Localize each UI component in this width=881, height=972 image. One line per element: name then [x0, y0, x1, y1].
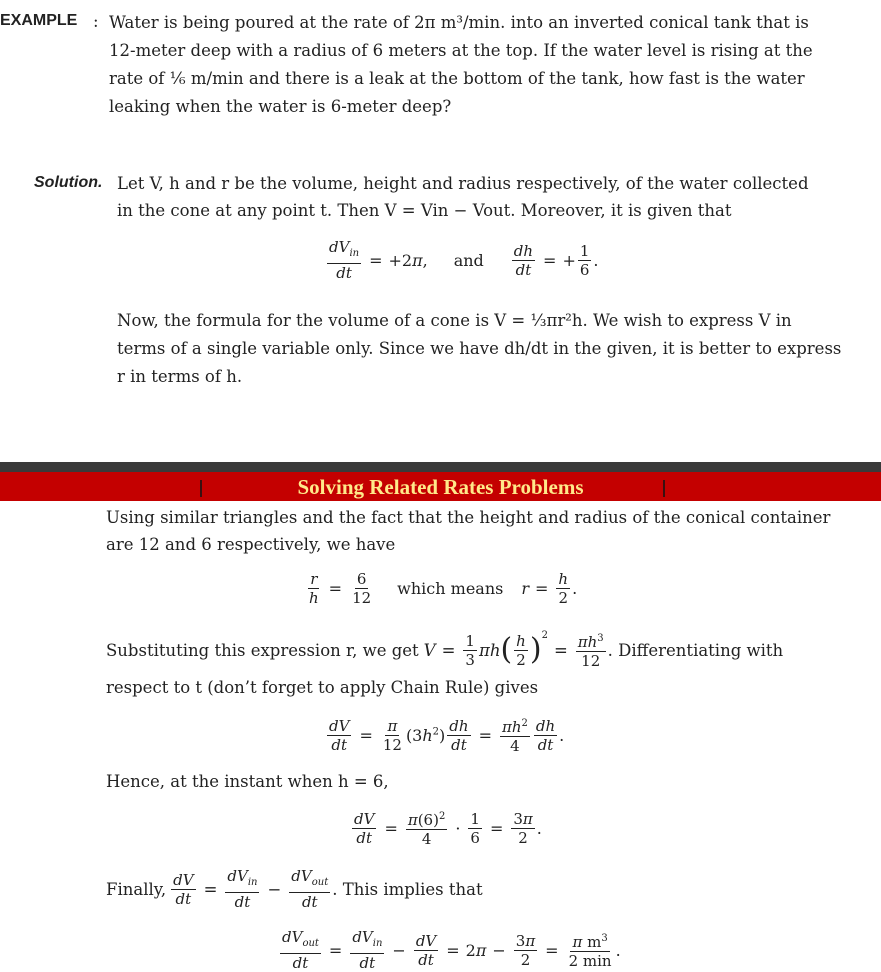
solution-text-line-2: in the cone at any point t. Then V = Vin − Vout. Moreover, it is given that — [117, 201, 732, 220]
subst-prefix-text: Substituting this expression r, we get — [106, 640, 419, 660]
evaluated-rate-equation: $\frac{dV}{dt}$ = $\frac{\pi(6)^2}{4}$ · $\frac{1}{6}$ = $\frac{3\pi}{2}$ . — [354, 809, 542, 848]
finally-line: Finally, $\frac{dV}{dt}$ = $\frac{dV_{in}}{dt}$ − $\frac{dV_{out}}{dt}$ . This implies that — [106, 867, 483, 911]
implies-text: . This implies that — [332, 879, 483, 899]
chain-rule-line: respect to t (don’t forget to apply Chain Rule) gives — [106, 678, 539, 697]
cone-text-line-1: Now, the formula for the volume of a cone is V = ⅓πr²h. We wish to express V in — [117, 311, 792, 330]
derivative-equation: $\frac{dV}{dt}$ = $\frac{\pi}{12}$ $(3h^2)$ $\frac{dh}{dt}$ = $\frac{\pi h^2}{4}$ $\frac{dh}{dt}$ . — [329, 716, 565, 755]
subst-suffix-text: . Differentiating with — [607, 640, 784, 660]
cone-text-line-3: r in terms of h. — [117, 367, 243, 386]
example-colon: : — [93, 12, 99, 31]
hence-line: Hence, at the instant when h = 6, — [106, 772, 389, 791]
similar-triangles-line-2: are 12 and 6 respectively, we have — [106, 535, 396, 554]
substitution-line: Substituting this expression r, we get V = $\frac{1}{3}$ πh ( $\frac{h}{2}$ ) $^2$ = $\frac{\pi h^3}{12}$ . Differentiating with — [106, 630, 784, 670]
final-answer-equation: $\frac{dV_{out}}{dt}$ = $\frac{dV_{in}}{dt}$ − $\frac{dV}{dt}$ = 2π − $\frac{3\pi}{2}$ = $\frac{\pi m^3}{2 \min}$ . — [282, 928, 621, 972]
example-label: EXAMPLE — [0, 12, 78, 29]
given-rates-equation: $\frac{dV_{in}}{dt}$ = +2π, and $\frac{dh}{dt}$ = + $\frac{1}{6}$ . — [329, 238, 599, 282]
similar-triangles-equation: $\frac{r}{h}$ = $\frac{6}{12}$ which means r = $\frac{h}{2}$ . — [309, 570, 578, 607]
solution-text-line-1: Let V, h and r be the volume, height and radius respectively, of the water collected — [117, 174, 809, 193]
which-means-word: which means — [397, 579, 504, 598]
example-text-line-3: rate of ⅙ m/min and there is a leak at the bottom of the tank, how fast is the water — [109, 69, 805, 88]
banner-title: Solving Related Rates Problems — [297, 475, 584, 499]
banner-top-stripe — [0, 462, 881, 472]
solution-label: Solution. — [34, 174, 103, 191]
example-text-line-4: leaking when the water is 6-meter deep? — [109, 97, 452, 116]
given-and-word: and — [453, 250, 484, 270]
example-text-line-2: 12-meter deep with a radius of 6 meters at the top. If the water level is rising at the — [109, 41, 813, 60]
example-text-line-1: Water is being poured at the rate of 2π m³/min. into an inverted conical tank that is — [109, 13, 809, 32]
similar-triangles-line-1: Using similar triangles and the fact that the height and radius of the conical container — [106, 508, 831, 527]
cone-text-line-2: terms of a single variable only. Since we have dh/dt in the given, it is better to express — [117, 339, 842, 358]
finally-word: Finally, — [106, 879, 167, 899]
